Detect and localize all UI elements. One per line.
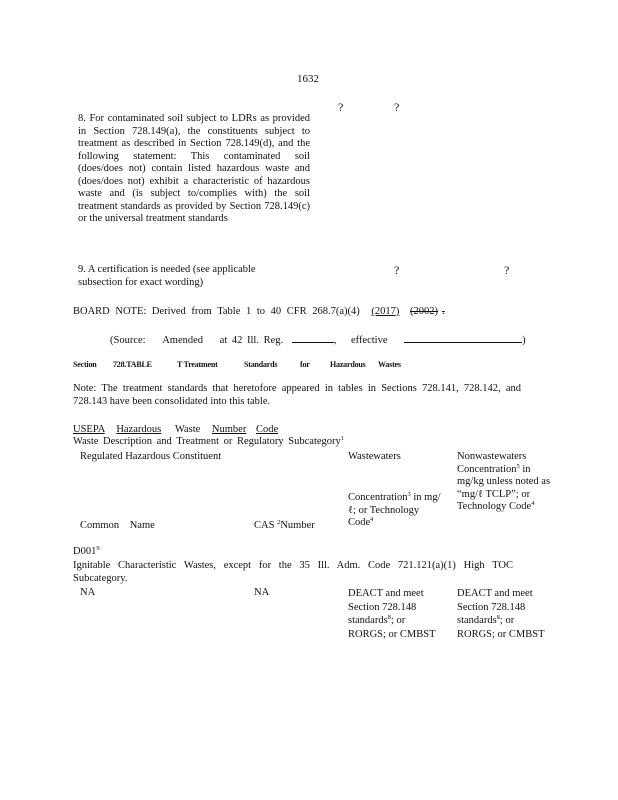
waste-code [73, 546, 100, 559]
header-common-name: Common Name [80, 520, 155, 531]
header-usepa: USEPA [73, 424, 105, 435]
header-cas-number-label: Number [280, 520, 315, 531]
header-ww-conc-label: Concentration [348, 492, 408, 503]
table-header-line-2 [73, 436, 344, 449]
header-ww-units: in mg/ℓ; or Technology Code [348, 492, 441, 528]
item-9-text: 9. A certification is needed (see applicable subsection for exact wording) [78, 264, 256, 288]
header-cas-number [254, 520, 315, 533]
header-nonwastewaters [457, 451, 552, 514]
effective-blank [404, 332, 522, 343]
source-prefix: (Source: [110, 335, 146, 346]
ww-standard-text: DEACT and meet Section 728.148 standards [348, 588, 424, 626]
header-ww-concentration [348, 492, 442, 530]
footnote-marker: 2 [277, 519, 281, 526]
source-line [110, 332, 526, 348]
footnote-marker: 1 [340, 435, 345, 442]
item-8-text: 8. For contaminated soil subject to LDRs as provided in Section 728.149(a), the constituents subject to treatment as described in Section 728.149(d), and the following statement: This contaminated soil (does/does not) contain listed hazardous waste and (does/does not) exhibit a characteristic of hazardous waste and (is subject to/complies with) the soil treatment standards as provided by Section 728.149(c) or the universal treatment standards [78, 113, 310, 224]
board-note-old-year: (2002) [410, 306, 439, 317]
nonwastewater-standard [457, 587, 545, 641]
header-wastewaters: Wastewaters [348, 451, 401, 462]
page-number: 1632 [297, 73, 319, 85]
board-note [73, 306, 445, 319]
section-title-word: Section [73, 360, 97, 369]
source-close: ) [522, 335, 526, 346]
consolidation-note: Note: The treatment standards that heretofore appeared in tables in Sections 728.141, 728.142, and 728.143 have been consolidated into this table. [73, 383, 521, 407]
nww-standard-text: DEACT and meet Section 728.148 standards [457, 588, 533, 626]
footnote-marker: 5 [516, 462, 520, 470]
header-nww-concentration: Concentration [457, 463, 517, 475]
source-comma: , [333, 335, 337, 346]
section-title-word: for [300, 360, 310, 369]
section-title-word: Hazardous [330, 360, 366, 369]
source-amended: Amended [162, 335, 204, 346]
header-regulated-constituent: Regulated Hazardous Constituent [80, 451, 222, 462]
register-blank [292, 332, 334, 343]
footnote-marker: 9 [96, 545, 100, 552]
source-register: at 42 Ill. Reg. [219, 335, 284, 346]
header-hazardous: Hazardous [116, 424, 162, 435]
section-title-word: T Treatment [177, 360, 218, 369]
question-mark: ? [338, 100, 344, 114]
wastewater-standard [348, 587, 436, 641]
question-mark: ? [394, 263, 400, 277]
header-description: Waste Description and Treatment or Regulatory Subcategory [73, 436, 341, 447]
header-nww-units: in mg/kg unless noted as “mg/ℓ TCLP”; or Technology Code [457, 463, 551, 512]
source-effective: effective [350, 335, 388, 346]
footnote-marker: 3 [407, 491, 411, 498]
constituent-common-name: NA [80, 587, 96, 598]
footnote-marker: 8 [387, 614, 391, 621]
footnote-marker: 4 [370, 516, 374, 523]
section-title-word: 728.TABLE [113, 360, 152, 369]
header-number: Number [211, 424, 247, 435]
waste-code-d001: D001 [73, 546, 97, 557]
header-nonwastewaters-label: Nonwastewaters [457, 451, 527, 462]
board-note-new-year: (2017) [371, 306, 400, 317]
header-code: Code [255, 424, 279, 435]
waste-description: Ignitable Characteristic Wastes, except for the 35 Ill. Adm. Code 721.121(a)(1) High TOC Subcategory. [73, 560, 513, 584]
nww-standard-alternatives: ; or RORGS; or CMBST [457, 615, 545, 640]
section-title-word: Wastes [378, 360, 401, 369]
constituent-cas: NA [254, 587, 270, 598]
footnote-marker: 8 [496, 614, 500, 621]
ww-standard-alternatives: ; or RORGS; or CMBST [348, 615, 436, 640]
header-cas: CAS [254, 520, 275, 531]
table-header-line-1 [73, 424, 278, 437]
board-note-period: . [442, 306, 445, 317]
board-note-text: BOARD NOTE: Derived from Table 1 to 40 CFR 268.7(a)(4) [73, 306, 360, 317]
question-mark: ? [394, 100, 400, 114]
section-title-word: Standards [244, 360, 278, 369]
footnote-marker: 4 [531, 500, 535, 507]
question-mark: ? [504, 263, 510, 277]
header-waste: Waste [174, 424, 201, 435]
